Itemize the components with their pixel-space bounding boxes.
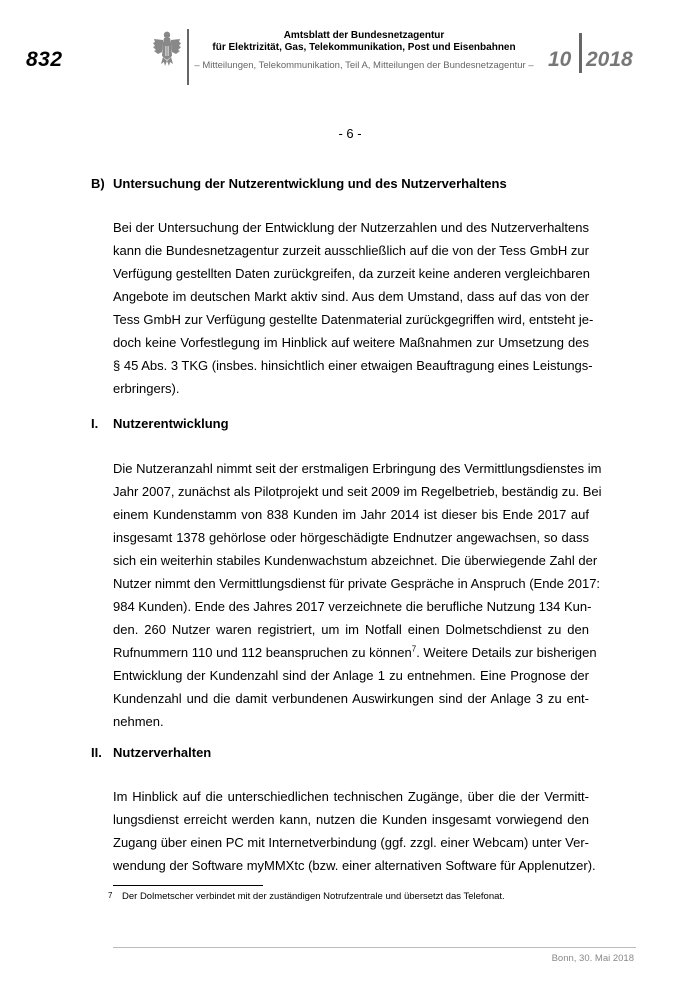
text-line: Entwicklung der Kundenzahl sind der Anlage 1 zu entnehmen. Eine Prognose der bbox=[113, 668, 589, 683]
issue-number: 10 bbox=[548, 48, 572, 71]
footnote-reference[interactable]: 7 bbox=[411, 644, 417, 654]
text-line: Die Nutzeranzahl nimmt seit der erstmaligen Erbringung des Vermittlungsdienstes im bbox=[113, 461, 602, 476]
text-line: erbringers). bbox=[113, 381, 180, 396]
federal-eagle-logo bbox=[152, 30, 182, 70]
text-line: kann die Bundesnetzagentur zurzeit ausschließlich auf die von der Tess GmbH zur bbox=[113, 243, 589, 258]
issue-year: 2018 bbox=[586, 48, 633, 71]
section-number: B) bbox=[91, 176, 105, 191]
text-segment: Rufnummern 110 und 112 beanspruchen zu können bbox=[113, 645, 412, 660]
text-line: Im Hinblick auf die unterschiedlichen technischen Zugänge, über die der Vermitt- bbox=[113, 789, 589, 804]
text-line: doch keine Vorfestlegung im Hinblick auf weitere Maßnahmen zur Umsetzung des bbox=[113, 335, 589, 350]
section-title: Nutzerverhalten bbox=[113, 745, 212, 760]
text-line: lungsdienst erreicht werden kann, nutzen die Kunden insgesamt vorwiegend den bbox=[113, 812, 589, 827]
text-line: Kundenzahl und die damit verbundenen Auswirkungen sind der Anlage 3 zu ent- bbox=[113, 691, 589, 706]
page-marker: - 6 - bbox=[338, 126, 362, 141]
footer-date: Bonn, 30. Mai 2018 bbox=[551, 953, 634, 964]
text-line: Zugang über einen PC mit Internetverbindung (ggf. zzgl. einer Webcam) unter Ver- bbox=[113, 835, 589, 850]
footer-divider bbox=[113, 947, 636, 948]
text-line-with-footnote bbox=[113, 641, 597, 664]
footnote-separator bbox=[113, 885, 263, 886]
text-line: einem Kundenstamm von 838 Kunden im Jahr 2014 ist dieser bis Ende 2017 auf bbox=[113, 507, 589, 522]
header-divider bbox=[187, 29, 189, 85]
journal-title-line-2: für Elektrizität, Gas, Telekommunikation, Post und Eisenbahnen bbox=[212, 42, 516, 53]
text-line: sich ein weiterhin stabiles Kundenwachstum abzeichnet. Die überwiegende Zahl der bbox=[113, 553, 598, 568]
text-segment: . Weitere Details zur bisherigen bbox=[416, 645, 597, 660]
footnote-number: 7 bbox=[108, 891, 113, 900]
text-line: Bei der Untersuchung der Entwicklung der Nutzerzahlen und des Nutzerverhaltens bbox=[113, 220, 589, 235]
section-title: Nutzerentwicklung bbox=[113, 416, 229, 431]
text-line: Nutzer nimmt den Vermittlungsdienst für private Gespräche in Anspruch (Ende 2017: bbox=[113, 576, 601, 591]
text-line: Verfügung gestellten Daten zurückgreifen, da zurzeit keine anderen vergleichbaren bbox=[113, 266, 590, 281]
section-number: II. bbox=[91, 745, 102, 760]
text-line: 984 Kunden). Ende des Jahres 2017 verzeichnete die berufliche Nutzung 134 Kun- bbox=[113, 599, 592, 614]
paragraph-b bbox=[113, 216, 594, 400]
paragraph-i bbox=[113, 457, 602, 733]
paragraph-ii bbox=[113, 785, 596, 877]
text-line: insgesamt 1378 gehörlose oder hörgeschädigte Endnutzer angewachsen, so dass bbox=[113, 530, 589, 545]
text-line: Angebote im deutschen Markt aktiv sind. Aus dem Umstand, dass auf das von der bbox=[113, 289, 589, 304]
journal-title-block bbox=[190, 30, 538, 72]
page-number: 832 bbox=[26, 48, 63, 71]
section-title: Untersuchung der Nutzerentwicklung und des Nutzerverhaltens bbox=[113, 176, 507, 191]
footnote-text: Der Dolmetscher verbindet mit der zuständigen Notrufzentrale und übersetzt das Telefonat. bbox=[122, 891, 505, 902]
journal-subtitle: – Mitteilungen, Telekommunikation, Teil A, Mitteilungen der Bundesnetzagentur – bbox=[194, 60, 534, 71]
text-line: nehmen. bbox=[113, 714, 164, 729]
text-line: Jahr 2007, zunächst als Pilotprojekt und seit 2009 im Regelbetrieb, beständig zu. Bei bbox=[113, 484, 602, 499]
text-line: § 45 Abs. 3 TKG (insbes. hinsichtlich einer etwaigen Beauftragung eines Leistungs- bbox=[113, 358, 593, 373]
journal-title: Amtsblatt der Bundesnetzagentur bbox=[283, 30, 445, 41]
text-line: wendung der Software myMMXtc (bzw. einer alternativen Software für Applenutzer). bbox=[113, 858, 596, 873]
section-number: I. bbox=[91, 416, 99, 431]
issue-divider bbox=[579, 33, 582, 73]
text-line: Tess GmbH zur Verfügung gestellte Datenmaterial zurückgegriffen wird, entsteht je- bbox=[113, 312, 594, 327]
text-line: den. 260 Nutzer waren registriert, um im Notfall einen Dolmetschdienst zu den bbox=[113, 622, 589, 637]
